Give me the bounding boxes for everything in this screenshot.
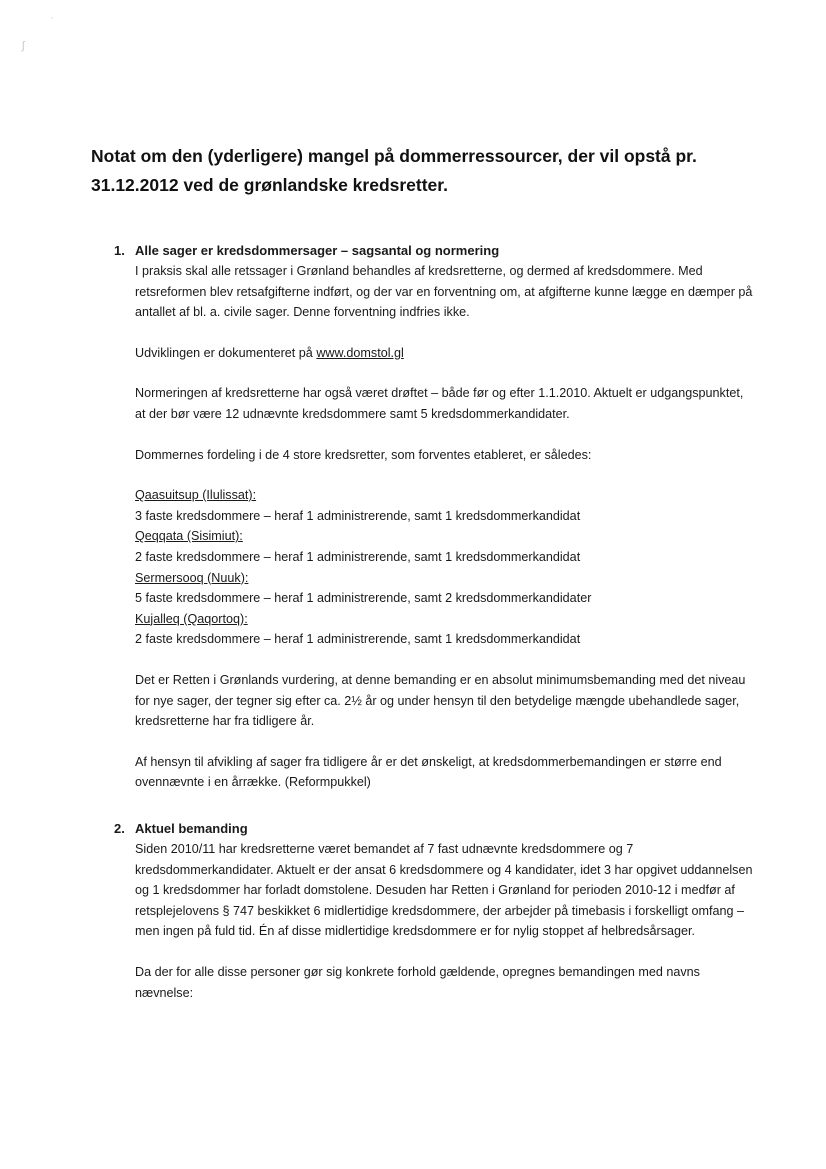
section-1 — [114, 240, 754, 793]
section-1-body — [114, 261, 754, 793]
court-name: Kujalleq (Qaqortoq): — [135, 611, 248, 626]
section-number: 1. — [114, 243, 125, 258]
paragraph: Dommernes fordeling i de 4 store kredsretter, som forventes etableret, er således: — [135, 447, 592, 462]
court-name: Sermersooq (Nuuk): — [135, 570, 249, 585]
paragraph: Da der for alle disse personer gør sig konkrete forhold gældende, opregnes bemandingen med navns nævnelse: — [135, 964, 700, 1000]
court-staffing: 2 faste kredsdommere – heraf 1 administrerende, samt 1 kredsdommerkandidat — [135, 549, 581, 564]
court-staffing: 2 faste kredsdommere – heraf 1 administrerende, samt 1 kredsdommerkandidat — [135, 632, 581, 647]
section-number: 2. — [114, 821, 125, 836]
paragraph: Siden 2010/11 har kredsretterne været bemandet af 7 fast udnævnte kredsdommere og 7 kredsdommerkandidater. Aktuelt er der ansat 6 kredsdommere og 4 kandidater, idet 3 har opgivet uddannelsen og 1 kredsdommer har forladt domstolene. Desuden har Retten i Grønland for perioden 2010-12 i medfør af retsplejelovens § 747 beskikket 6 midlertidige kredsdommere, der arbejder på timebasis i forskelligt omfang – men ingen på fuld tid. Én af disse midlertidige kredsdommere er for nylig stoppet af helbredsårsager. — [135, 842, 753, 939]
section-title: Alle sager er kredsdommersager – sagsantal og normering — [135, 243, 500, 258]
paragraph: I praksis skal alle retssager i Grønland behandles af kredsretterne, og dermed af kredsdommere. Med retsreformen blev retsafgifterne indført, og der var en forventning om, at afgifterne kunne lægge en dæmper på antallet af bl. a. civile sager. Denne forventning indfries ikke. — [135, 264, 753, 320]
section-2-body — [114, 839, 754, 1003]
document-title — [91, 142, 771, 200]
paragraph: Det er Retten i Grønlands vurdering, at denne bemanding er en absolut minimumsbemanding med det niveau for nye sager, der tegner sig efter ca. 2½ år og under hensyn til den betydelige mængde ubehandlede sager, kredsretterne har fra tidligere år. — [135, 672, 746, 729]
scan-artifact: · — [50, 12, 54, 24]
domstol-link[interactable]: www.domstol.gl — [316, 345, 404, 360]
court-staffing: 5 faste kredsdommere – heraf 1 administrerende, samt 2 kredsdommerkandidater — [135, 591, 592, 606]
title-line-2: 31.12.2012 ved de grønlandske kredsretter. — [91, 175, 448, 195]
court-name: Qeqqata (Sisimiut): — [135, 529, 243, 544]
section-2-heading — [114, 818, 754, 839]
paragraph: Af hensyn til afvikling af sager fra tidligere år er det ønskeligt, at kredsdommerbemandingen er større end ovennævnte i en årrække. (Reformpukkel) — [135, 754, 722, 790]
title-line-1: Notat om den (yderligere) mangel på dommerressourcer, der vil opstå pr. — [91, 146, 697, 166]
section-title: Aktuel bemanding — [135, 821, 248, 836]
section-1-heading — [114, 240, 754, 261]
court-list — [135, 485, 754, 650]
paragraph — [135, 343, 754, 364]
section-2 — [114, 818, 754, 1003]
paragraph-text: Udviklingen er dokumenteret på — [135, 345, 317, 360]
scan-artifact: ʃ — [22, 40, 25, 52]
court-staffing: 3 faste kredsdommere – heraf 1 administrerende, samt 1 kredsdommerkandidat — [135, 508, 581, 523]
court-name: Qaasuitsup (Ilulissat): — [135, 488, 257, 503]
paragraph: Normeringen af kredsretterne har også været drøftet – både før og efter 1.1.2010. Aktuelt er udgangspunktet, at der bør være 12 udnævnte kredsdommere samt 5 kredsdommerkandidater. — [135, 386, 744, 421]
